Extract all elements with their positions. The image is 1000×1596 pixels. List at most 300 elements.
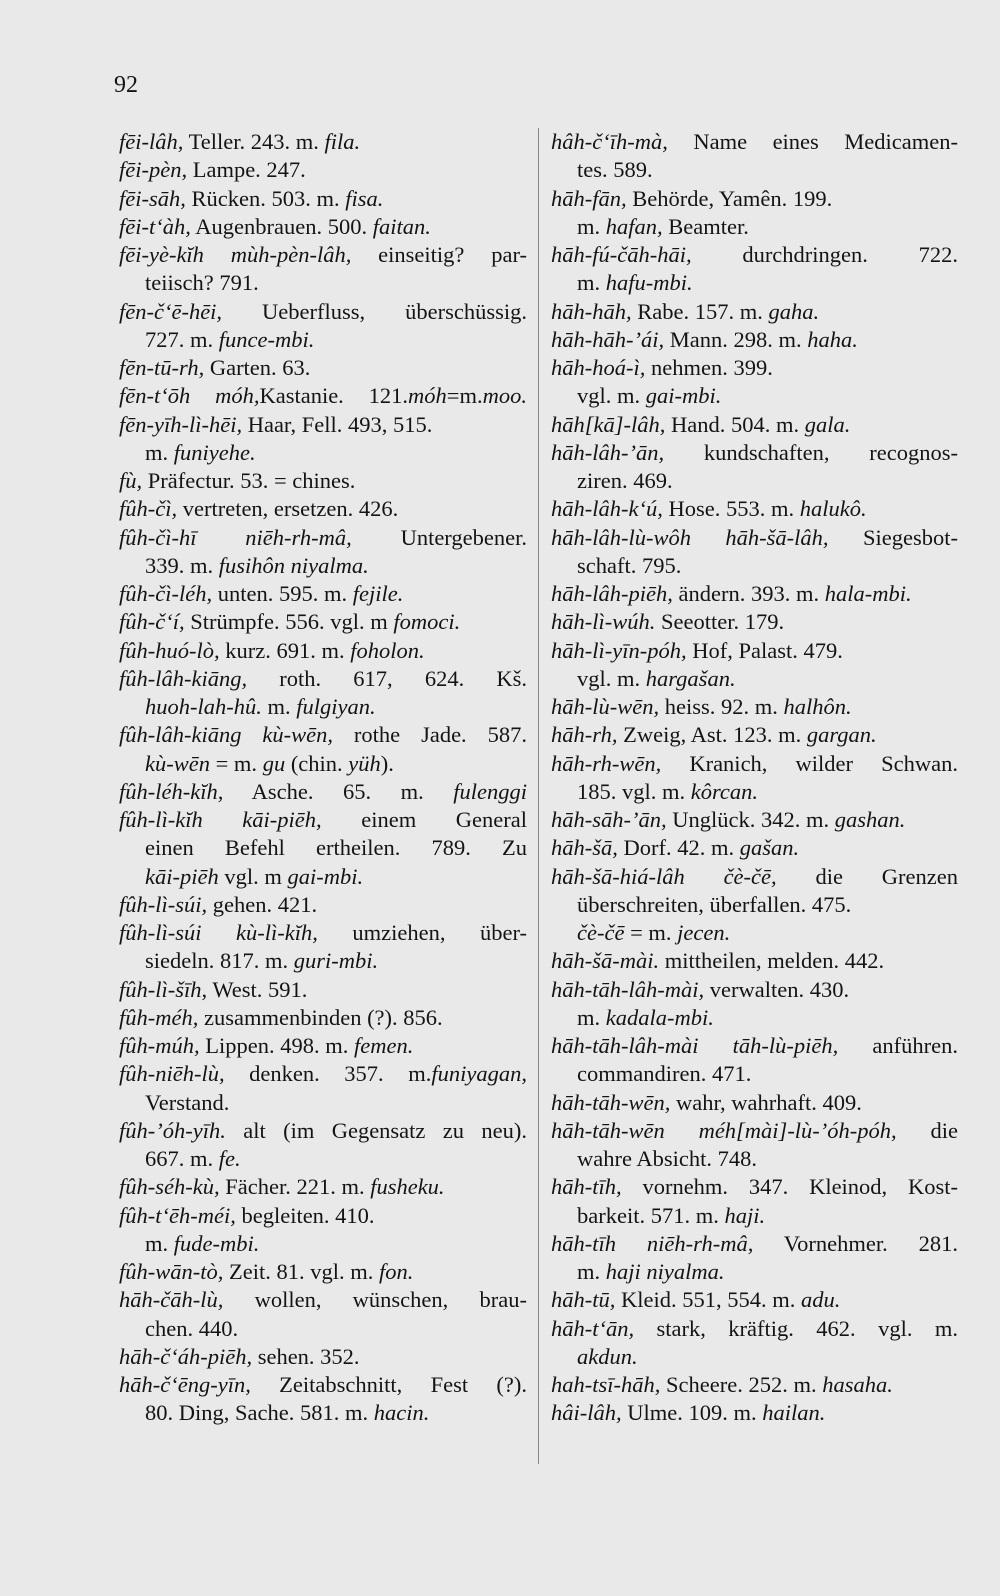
entry-line xyxy=(119,834,527,862)
headword-text: jecen. xyxy=(677,920,731,945)
headword-text: hāh-šā, xyxy=(551,835,618,861)
headword-text: femen. xyxy=(353,1033,414,1058)
gloss-text: Kastanie. 121. xyxy=(259,383,409,409)
entry-line xyxy=(119,806,527,834)
headword-text: fēi-sāh, xyxy=(119,185,186,211)
entry-line xyxy=(551,326,958,354)
gloss-text: Ulme. 109. m. xyxy=(621,1400,763,1426)
headword-text: fûh-tʻēh-méi, xyxy=(119,1202,236,1228)
entry-line xyxy=(551,439,958,467)
gloss-text: Augenbrauen. 500. xyxy=(190,213,373,239)
entry-line xyxy=(551,693,958,721)
entry-line xyxy=(551,269,958,297)
entry-line xyxy=(551,1117,958,1145)
headword-text: hala-mbi. xyxy=(824,581,912,606)
gloss-text: ändern. 393. m. xyxy=(672,581,825,606)
headword-text: fude-mbi. xyxy=(173,1230,260,1256)
gloss-text: = m. xyxy=(209,750,263,776)
gloss-text: einem General xyxy=(321,807,527,832)
entry-line xyxy=(551,580,958,608)
headword-text: hāh-šā-hiá-lâh čè-čē, xyxy=(551,863,777,889)
headword-text: kù-wēn xyxy=(145,750,210,776)
headword-text: fēi-pèn, xyxy=(119,157,188,183)
headword-text: fēi-tʻàh, xyxy=(119,213,191,239)
gloss-text: 185. vgl. m. xyxy=(577,778,691,804)
headword-text: fûh-čʻí, xyxy=(119,609,185,635)
gloss-text: Mann. 298. m. xyxy=(664,326,808,352)
entry-line xyxy=(119,241,527,269)
headword-text: yüh xyxy=(348,750,381,776)
entry-line xyxy=(551,806,958,834)
entry-line xyxy=(119,354,527,382)
gloss-text: m. xyxy=(577,270,606,296)
entry-line xyxy=(119,1060,527,1088)
entry-line xyxy=(119,1032,527,1060)
gloss-text: Hose. 553. m. xyxy=(662,496,800,522)
headword-text: fûh-lâh-kiāng, xyxy=(119,665,248,691)
entry-line xyxy=(119,1230,527,1258)
entry-line xyxy=(551,524,958,552)
headword-text: fûh-lì-súi kù-lì-kĭh, xyxy=(119,920,318,945)
entry-line xyxy=(119,185,527,213)
headword-text: fûh-niēh-lù, xyxy=(119,1061,225,1087)
headword-text: fûh-lâh-kiāng kù-wēn, xyxy=(119,722,333,748)
gloss-text: wahre Absicht. 748. xyxy=(577,1146,757,1171)
gloss-text: umziehen, über- xyxy=(317,920,527,945)
gloss-text: vertreten, ersetzen. 426. xyxy=(177,496,399,522)
entry-line xyxy=(119,976,527,1004)
entry-line xyxy=(551,778,958,806)
headword-text: haha. xyxy=(807,326,858,352)
headword-text: akdun. xyxy=(577,1343,638,1369)
entry-line xyxy=(119,1343,527,1371)
entry-line xyxy=(551,467,958,495)
headword-text: hargašan. xyxy=(645,665,736,691)
headword-text: fon. xyxy=(379,1259,414,1284)
headword-text: hāh-fān, xyxy=(551,185,627,211)
headword-text: fēn-yīh-lì-hēi, xyxy=(119,411,243,437)
entry-line xyxy=(119,1117,527,1145)
gloss-text: m. xyxy=(145,439,174,465)
entry-line xyxy=(551,1258,958,1286)
gloss-text: stark, kräftig. 462. vgl. m. xyxy=(634,1315,958,1341)
headword-text: hāh-tāh-wēn, xyxy=(551,1089,671,1115)
entry-line xyxy=(551,891,958,919)
entry-line xyxy=(551,919,958,947)
headword-text: hāh-lâh-lù-wôh hāh-šā-lâh, xyxy=(551,524,829,550)
headword-text: gashan. xyxy=(834,807,906,832)
headword-text: hāh-lì-yīn-póh, xyxy=(551,637,687,663)
headword-text: hāh-sāh-’ān, xyxy=(551,807,667,832)
entry-line xyxy=(119,863,527,891)
gloss-text: Hand. 504. m. xyxy=(665,411,805,437)
headword-text: hāh-fú-čāh-hāi, xyxy=(551,242,692,267)
headword-text: gai-mbi. xyxy=(645,383,722,409)
headword-text: hāh-lâh-kʻú, xyxy=(551,496,663,522)
headword-text: fēi-lâh, xyxy=(119,129,184,154)
gloss-text: Untergebener. xyxy=(351,524,527,550)
headword-text: fēn-tʻōh móh, xyxy=(119,383,260,409)
headword-text: fusheku. xyxy=(370,1174,445,1200)
gloss-text: Strümpfe. 556. vgl. m xyxy=(184,609,394,635)
gloss-text: zusammenbinden (?). 856. xyxy=(198,1004,443,1030)
headword-text: gala. xyxy=(804,411,851,437)
gloss-text: 80. Ding, Sache. 581. m. xyxy=(145,1400,374,1426)
headword-text: hāh-tīh, xyxy=(551,1174,622,1200)
entry-line xyxy=(119,326,527,354)
headword-text: fila. xyxy=(324,129,361,154)
headword-text: fûh-čì-hī niēh-rh-mâ, xyxy=(119,524,352,550)
headword-text: hacin. xyxy=(373,1400,430,1426)
headword-text: hasaha. xyxy=(822,1372,893,1397)
headword-text: fù, xyxy=(119,468,143,493)
headword-text: hāh-tʻān, xyxy=(551,1315,635,1341)
gloss-text: ziren. 469. xyxy=(577,468,673,493)
gloss-text: Dorf. 42. m. xyxy=(617,835,740,861)
entry-line xyxy=(551,1089,958,1117)
gloss-text: tes. 589. xyxy=(577,157,653,183)
headword-text: fûh-léh-kĭh, xyxy=(119,778,224,804)
gloss-text: Kleid. 551, 554. m. xyxy=(615,1287,801,1313)
entry-line xyxy=(551,665,958,693)
headword-text: fusihôn niyalma. xyxy=(218,552,369,578)
headword-text: fûh-huó-lò, xyxy=(119,637,220,663)
headword-text: fejile. xyxy=(352,581,404,606)
gloss-text: begleiten. 410. xyxy=(235,1202,375,1228)
page-number: 92 xyxy=(114,72,138,98)
gloss-text: Siegesbot- xyxy=(828,524,958,550)
gloss-text: Zweig, Ast. 123. m. xyxy=(617,722,807,748)
entry-line xyxy=(551,1004,958,1032)
entry-line xyxy=(551,382,958,410)
entry-line xyxy=(119,1371,527,1399)
gloss-text: verwalten. 430. xyxy=(704,976,850,1002)
entry-line xyxy=(119,608,527,636)
gloss-text: kundschaften, recognos- xyxy=(664,439,958,465)
headword-text: hāh-hoá-ì, xyxy=(551,355,646,380)
headword-text: halhôn. xyxy=(783,694,852,719)
entry-line xyxy=(551,1399,958,1427)
gloss-text: schaft. 795. xyxy=(577,552,682,578)
entry-line xyxy=(119,467,527,495)
headword-text: fûh-’óh-yīh. xyxy=(119,1117,226,1143)
gloss-text: sehen. 352. xyxy=(252,1343,360,1369)
headword-text: funiyehe. xyxy=(173,439,256,465)
gloss-text: Scheere. 252. m. xyxy=(660,1372,823,1397)
entry-line xyxy=(119,778,527,806)
gloss-text: mittheilen, melden. 442. xyxy=(659,948,885,974)
entry-line xyxy=(119,947,527,975)
entry-line xyxy=(119,1145,527,1173)
headword-text: hāh-tāh-lâh-mài, xyxy=(551,976,705,1002)
headword-text: hāh-lâh-piēh, xyxy=(551,581,673,606)
headword-text: hāh-lù-wēn, xyxy=(551,694,660,719)
gloss-text: Unglück. 342. m. xyxy=(666,807,835,832)
gloss-text: unten. 595. m. xyxy=(212,581,353,606)
headword-text: fûh-lì-šīh, xyxy=(119,976,208,1002)
headword-text: fûh-méh, xyxy=(119,1004,199,1030)
entry-line xyxy=(119,524,527,552)
entry-line xyxy=(551,1371,958,1399)
gloss-text: teiisch? 791. xyxy=(145,270,259,296)
gloss-text: m. xyxy=(261,694,297,719)
gloss-text: 727. m. xyxy=(145,326,219,352)
gloss-text: Behörde, Yamên. 199. xyxy=(626,185,833,211)
gloss-text: = m. xyxy=(624,920,678,945)
headword-text: hāh-rh-wēn, xyxy=(551,750,662,776)
headword-text: hah-tsī-hāh, xyxy=(551,1372,661,1397)
entry-line xyxy=(551,1343,958,1371)
gloss-text: m. xyxy=(577,1259,606,1284)
headword-text: foholon. xyxy=(350,637,425,663)
headword-text: hâi-lâh, xyxy=(551,1400,622,1426)
headword-text: moo. xyxy=(482,383,527,409)
gloss-text: Asche. 65. m. xyxy=(223,778,454,804)
entry-line xyxy=(119,1258,527,1286)
gloss-text: Zeitabschnitt, Fest (?). xyxy=(250,1372,527,1397)
headword-text: hāh[kā]-lâh, xyxy=(551,411,666,437)
entry-line xyxy=(119,156,527,184)
gloss-text: m. xyxy=(577,1004,606,1030)
gloss-text: vornehm. 347. Kleinod, Kost- xyxy=(621,1174,958,1200)
entry-line xyxy=(551,1032,958,1060)
headword-text: hāh-tīh niēh-rh-mâ, xyxy=(551,1230,754,1256)
headword-text: gaha. xyxy=(768,298,820,324)
entry-line xyxy=(119,580,527,608)
gloss-text: Fächer. 221. m. xyxy=(219,1174,371,1200)
gloss-text: siedeln. 817. m. xyxy=(145,948,294,974)
entry-line xyxy=(119,1399,527,1427)
gloss-text: Beamter. xyxy=(662,213,749,239)
headword-text: haji niyalma. xyxy=(605,1259,725,1284)
headword-text: kôrcan. xyxy=(690,778,759,804)
gloss-text: Teller. 243. m. xyxy=(183,129,325,154)
gloss-text: überschreiten, überfallen. 475. xyxy=(577,891,852,917)
gloss-text: Seeotter. 179. xyxy=(655,609,785,635)
headword-text: guri-mbi. xyxy=(293,948,379,974)
entry-line xyxy=(119,891,527,919)
headword-text: fûh-čì-léh, xyxy=(119,581,213,606)
headword-text: fûh-séh-kù, xyxy=(119,1174,220,1200)
entry-line xyxy=(551,1230,958,1258)
headword-text: fe. xyxy=(218,1146,241,1171)
entry-line xyxy=(551,834,958,862)
entry-line xyxy=(551,298,958,326)
gloss-text: wahr, wahrhaft. 409. xyxy=(670,1089,862,1115)
entry-line xyxy=(551,750,958,778)
headword-text: čè-čē xyxy=(577,920,625,945)
gloss-text: wollen, wünschen, brau- xyxy=(223,1287,527,1313)
gloss-text: durchdringen. 722. xyxy=(691,242,958,267)
headword-text: fēn-čʻē-hēi, xyxy=(119,298,223,324)
headword-text: hāh-tāh-lâh-mài tāh-lù-piēh, xyxy=(551,1033,839,1058)
gloss-text: Lippen. 498. m. xyxy=(199,1033,354,1058)
entry-line xyxy=(119,1173,527,1201)
gloss-text: commandiren. 471. xyxy=(577,1061,752,1087)
gloss-text: ). xyxy=(380,750,394,776)
entry-line xyxy=(551,637,958,665)
headword-text: fisa. xyxy=(345,185,384,211)
gloss-text: Rücken. 503. m. xyxy=(185,185,346,211)
gloss-text: West. 591. xyxy=(207,976,308,1002)
gloss-text: Rabe. 157. m. xyxy=(631,298,769,324)
headword-text: móh xyxy=(408,383,447,409)
headword-text: funiyagan, xyxy=(431,1061,527,1087)
headword-text: faitan. xyxy=(372,213,431,239)
entry-line xyxy=(551,1202,958,1230)
entry-line xyxy=(551,1060,958,1088)
headword-text: hāh-čʻáh-piēh, xyxy=(119,1343,253,1369)
entry-line xyxy=(551,185,958,213)
entry-line xyxy=(119,1202,527,1230)
entry-line xyxy=(119,721,527,749)
headword-text: hāh-hāh-’ái, xyxy=(551,326,665,352)
entry-line xyxy=(119,495,527,523)
headword-text: fûh-wān-tò, xyxy=(119,1259,224,1284)
entry-line xyxy=(551,495,958,523)
entry-line xyxy=(551,947,958,975)
entry-line xyxy=(551,1315,958,1343)
gloss-text: Vornehmer. 281. xyxy=(753,1230,958,1256)
gloss-text: denken. 357. m. xyxy=(224,1061,432,1087)
entry-line xyxy=(119,382,527,410)
headword-text: fûh-múh, xyxy=(119,1033,200,1058)
gloss-text: Name eines Medicamen- xyxy=(667,129,958,154)
gloss-text: die Grenzen xyxy=(776,863,958,889)
headword-text: hailan. xyxy=(762,1400,826,1426)
headword-text: hāh-tāh-wēn méh[mài]-lù-’óh-póh, xyxy=(551,1117,897,1143)
gloss-text: barkeit. 571. m. xyxy=(577,1202,725,1228)
headword-text: gu xyxy=(262,750,286,776)
gloss-text: Zeit. 81. vgl. m. xyxy=(223,1259,379,1284)
entry-line xyxy=(119,1089,527,1117)
gloss-text: Lampe. 247. xyxy=(187,157,306,183)
headword-text: halukô. xyxy=(799,496,867,522)
entry-line xyxy=(551,1173,958,1201)
gloss-text: heiss. 92. m. xyxy=(659,694,784,719)
entry-line xyxy=(551,1145,958,1173)
gloss-text: vgl. m. xyxy=(577,665,646,691)
gloss-text: Kranich, wilder Schwan. xyxy=(661,750,958,776)
gloss-text: Verstand. xyxy=(145,1089,230,1115)
headword-text: hāh-čāh-lù, xyxy=(119,1287,224,1313)
entry-line xyxy=(551,608,958,636)
headword-text: hafu-mbi. xyxy=(605,270,693,296)
headword-text: fulenggi xyxy=(453,778,527,804)
gloss-text: =m. xyxy=(446,383,483,409)
gloss-text: m. xyxy=(577,213,606,239)
gloss-text: alt (im Gegensatz zu neu). xyxy=(225,1117,527,1143)
gloss-text: einseitig? par- xyxy=(351,242,527,267)
entry-line xyxy=(119,213,527,241)
left-column xyxy=(119,128,527,1428)
entry-line xyxy=(119,552,527,580)
gloss-text: m. xyxy=(145,1230,174,1256)
headword-text: hāh-čʻēng-yīn, xyxy=(119,1372,251,1397)
entry-line xyxy=(551,354,958,382)
headword-text: fûh-lì-súi, xyxy=(119,891,208,917)
gloss-text: rothe Jade. 587. xyxy=(333,722,527,748)
gloss-text: 667. m. xyxy=(145,1146,219,1171)
headword-text: gašan. xyxy=(739,835,800,861)
gloss-text: Hof, Palast. 479. xyxy=(686,637,843,663)
entry-line xyxy=(551,128,958,156)
headword-text: gargan. xyxy=(806,722,877,748)
entry-line xyxy=(119,750,527,778)
entry-line xyxy=(119,693,527,721)
entry-line xyxy=(551,213,958,241)
headword-text: hāh-šā-mài. xyxy=(551,948,660,974)
headword-text: fēn-tū-rh, xyxy=(119,355,205,380)
gloss-text: (chin. xyxy=(285,750,349,776)
headword-text: funce-mbi. xyxy=(218,326,315,352)
entry-line xyxy=(551,156,958,184)
gloss-text: Garten. 63. xyxy=(204,355,311,380)
gloss-text: einen Befehl ertheilen. 789. Zu xyxy=(145,835,527,861)
gloss-text: vgl. m xyxy=(218,863,288,889)
entry-line xyxy=(551,863,958,891)
gloss-text: Ueberfluss, überschüssig. xyxy=(222,298,527,324)
headword-text: hāh-hāh, xyxy=(551,298,632,324)
gloss-text: gehen. 421. xyxy=(207,891,318,917)
headword-text: hāh-lì-wúh. xyxy=(551,609,656,635)
column-divider xyxy=(538,128,539,1464)
gloss-text: kurz. 691. m. xyxy=(219,637,351,663)
entry-line xyxy=(551,552,958,580)
gloss-text: die xyxy=(896,1117,958,1143)
headword-text: hafan, xyxy=(605,213,663,239)
entry-line xyxy=(119,269,527,297)
headword-text: hâh-čʻīh-mà, xyxy=(551,129,668,154)
headword-text: adu. xyxy=(801,1287,841,1313)
entry-line xyxy=(119,439,527,467)
entry-line xyxy=(551,976,958,1004)
entry-line xyxy=(119,1004,527,1032)
headword-text: kāi-piēh xyxy=(145,863,219,889)
headword-text: hāh-tū, xyxy=(551,1287,616,1313)
entry-line xyxy=(119,1315,527,1343)
headword-text: haji. xyxy=(724,1202,766,1228)
right-column xyxy=(551,128,958,1428)
headword-text: fomoci. xyxy=(393,609,461,635)
gloss-text: roth. 617, 624. Kš. xyxy=(247,665,527,691)
entry-line xyxy=(119,411,527,439)
headword-text: fûh-čì, xyxy=(119,496,178,522)
headword-text: fēi-yè-kĭh mùh-pèn-lâh, xyxy=(119,242,352,267)
gloss-text: anführen. xyxy=(838,1033,958,1058)
headword-text: fûh-lì-kĭh kāi-piēh, xyxy=(119,807,322,832)
gloss-text: Haar, Fell. 493, 515. xyxy=(242,411,433,437)
gloss-text: 339. m. xyxy=(145,552,219,578)
gloss-text: vgl. m. xyxy=(577,383,646,409)
headword-text: hāh-rh, xyxy=(551,722,618,748)
entry-line xyxy=(119,665,527,693)
headword-text: gai-mbi. xyxy=(287,863,364,889)
gloss-text: chen. 440. xyxy=(145,1315,239,1341)
gloss-text: Präfectur. 53. = chines. xyxy=(142,468,356,493)
headword-text: hāh-lâh-’ān, xyxy=(551,439,665,465)
headword-text: kadala-mbi. xyxy=(605,1004,714,1030)
entry-line xyxy=(119,128,527,156)
entry-line xyxy=(119,919,527,947)
entry-line xyxy=(119,298,527,326)
headword-text: huoh-lah-hû. xyxy=(145,694,262,719)
headword-text: fulgiyan. xyxy=(296,694,376,719)
entry-line xyxy=(551,241,958,269)
entry-line xyxy=(551,721,958,749)
entry-line xyxy=(551,411,958,439)
gloss-text: nehmen. 399. xyxy=(645,355,773,380)
